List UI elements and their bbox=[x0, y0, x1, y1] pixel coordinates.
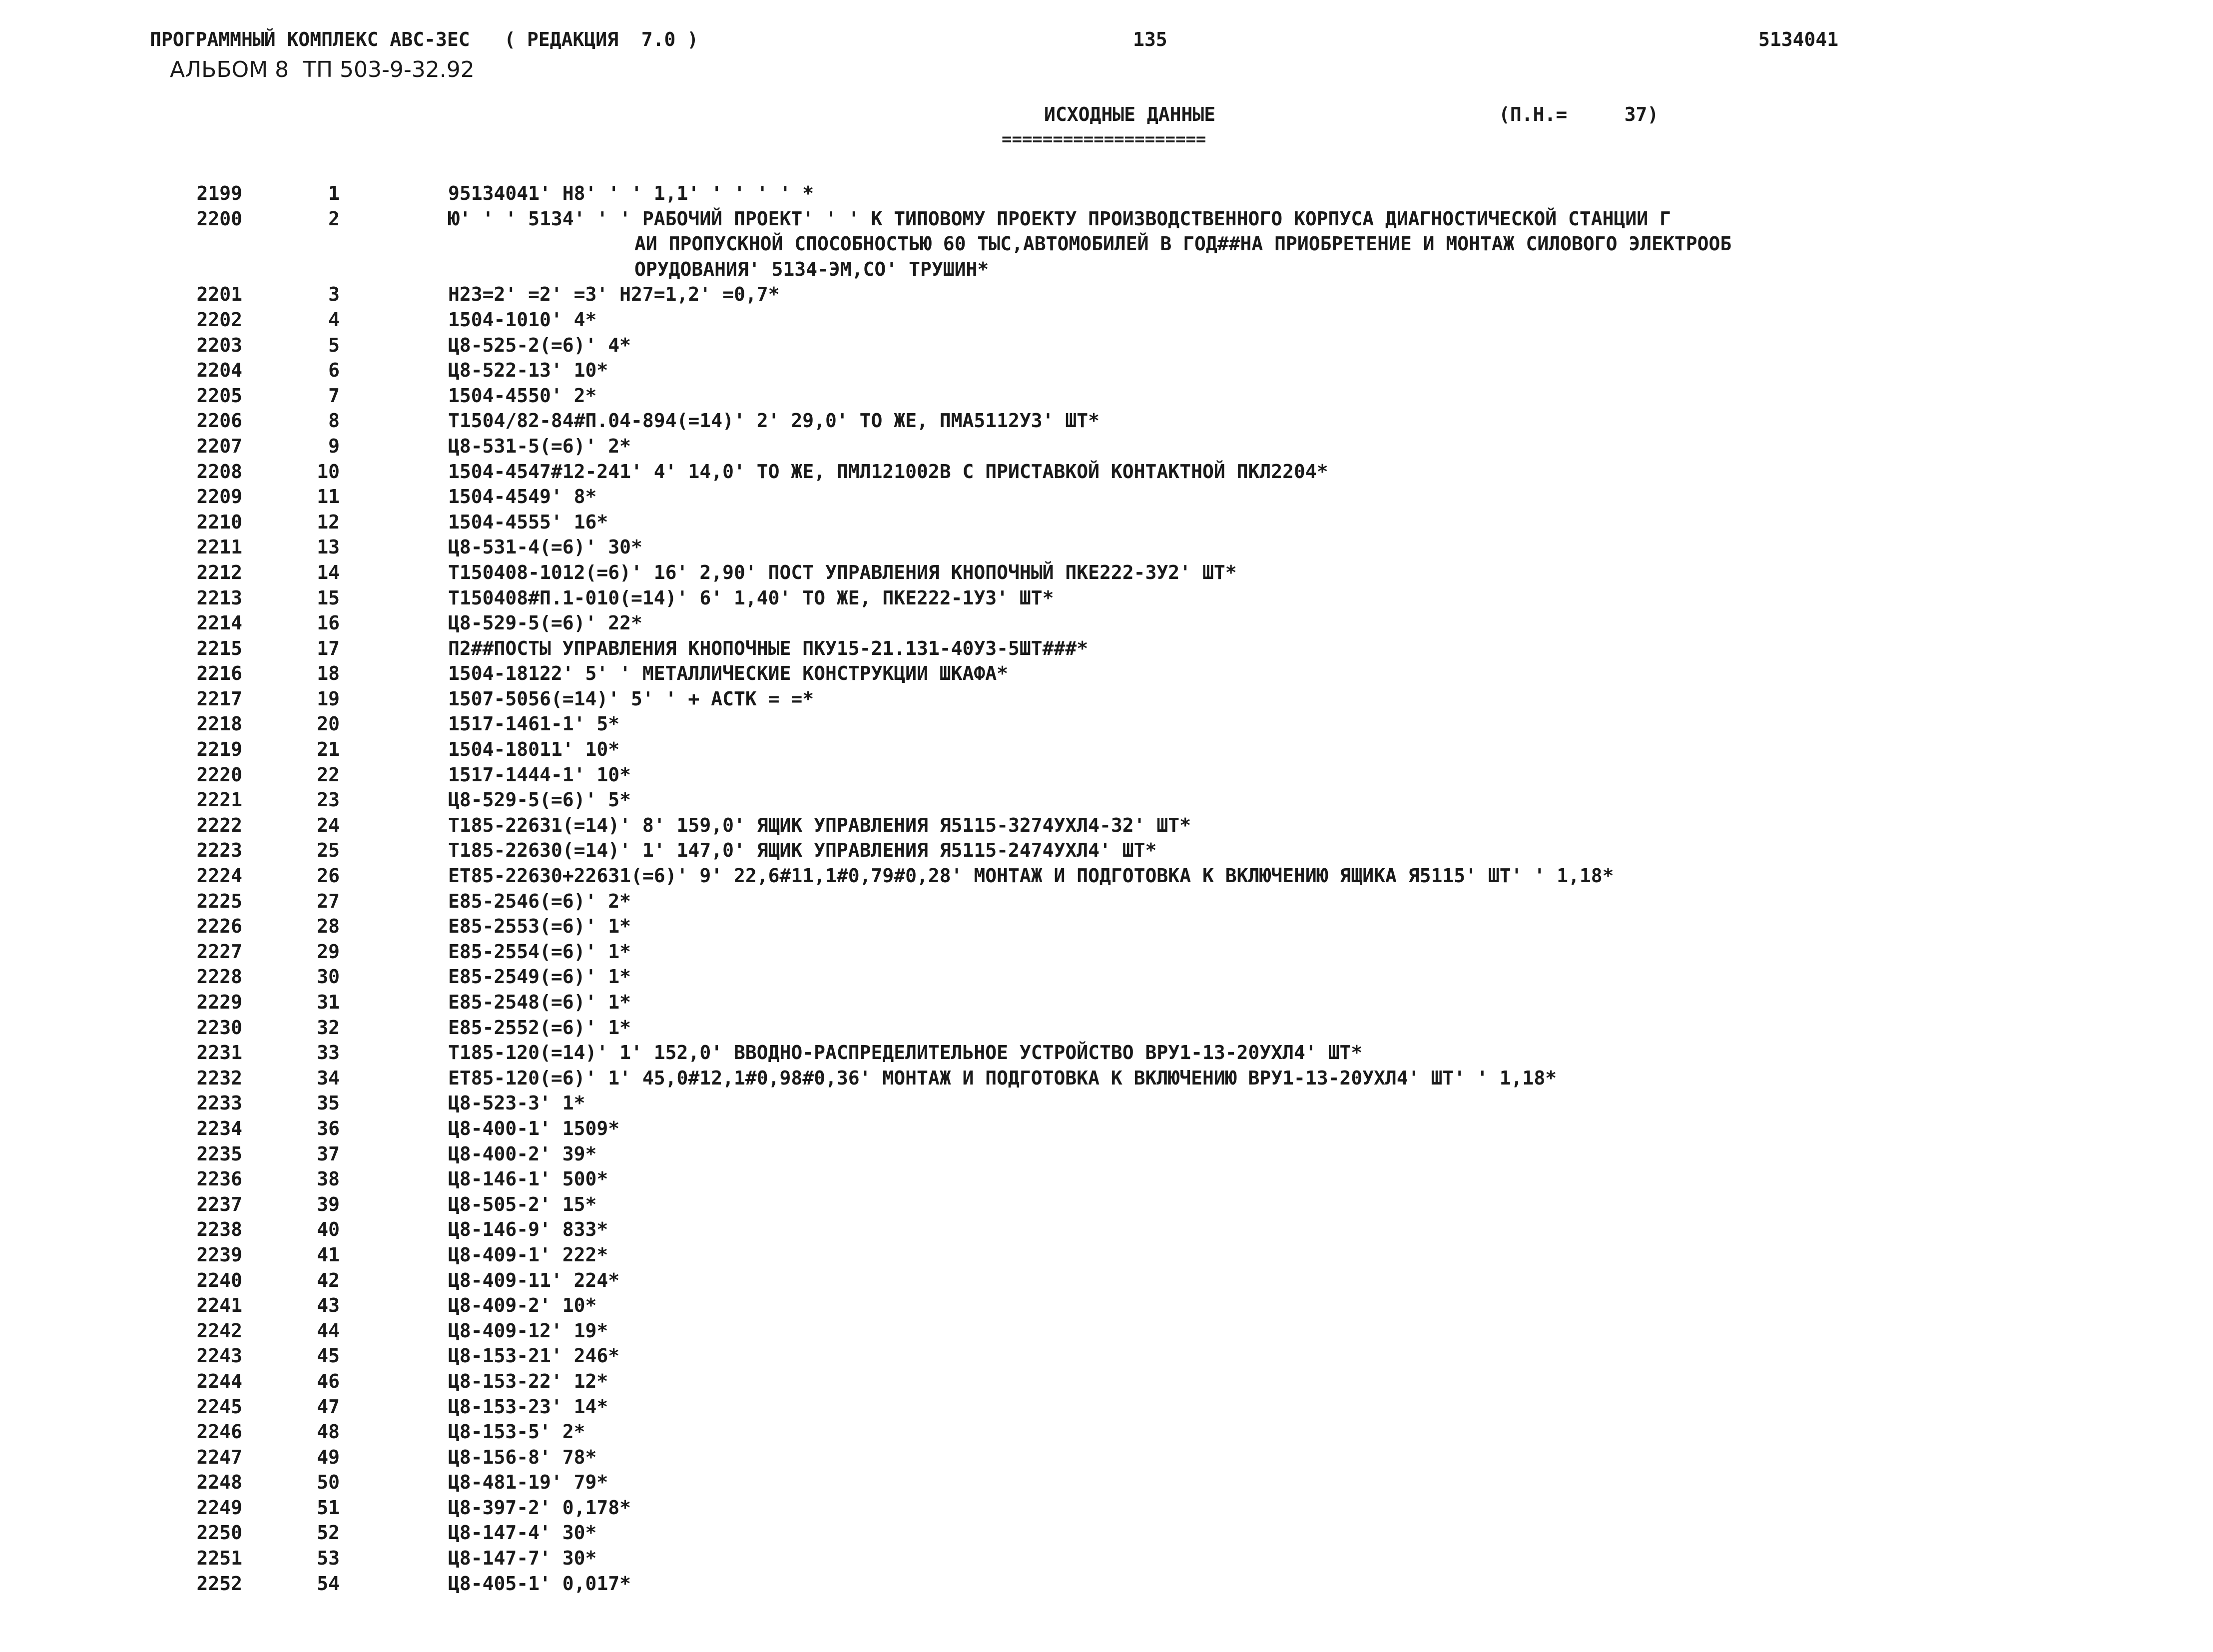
record-text: Ц8-522-13' 10* bbox=[448, 359, 608, 382]
record-text: Ц8-400-1' 1509* bbox=[448, 1117, 620, 1139]
record-text: Ц8-156-8' 78* bbox=[448, 1446, 597, 1468]
listing-row bbox=[0, 863, 2213, 889]
line-number: 2236 bbox=[196, 1168, 242, 1190]
sequence-number: 6 bbox=[328, 359, 340, 382]
line-number: 2214 bbox=[196, 612, 242, 634]
listing-row bbox=[0, 1015, 2213, 1041]
listing-row bbox=[0, 610, 2213, 636]
listing-row bbox=[0, 939, 2213, 965]
line-number: 2226 bbox=[196, 915, 242, 938]
sequence-number: 49 bbox=[317, 1446, 340, 1468]
line-number: 2229 bbox=[196, 991, 242, 1014]
record-text: Ц8-409-11' 224* bbox=[448, 1269, 620, 1291]
sequence-number: 43 bbox=[317, 1294, 340, 1317]
sequence-number: 3 bbox=[328, 283, 340, 306]
listing-row bbox=[0, 762, 2213, 788]
sequence-number: 53 bbox=[317, 1547, 340, 1570]
sequence-number: 36 bbox=[317, 1117, 340, 1139]
record-text-continuation: ОРУДОВАНИЯ' 5134-ЭМ,СО' ТРУШИН* bbox=[634, 258, 989, 280]
line-number: 2218 bbox=[196, 713, 242, 735]
sequence-number: 19 bbox=[317, 687, 340, 710]
record-text: П2##ПОСТЫ УПРАВЛЕНИЯ КНОПОЧНЫЕ ПКУ15-21.131-40У3-5ШТ###* bbox=[448, 637, 1089, 659]
listing-row bbox=[0, 1495, 2213, 1521]
line-number: 2213 bbox=[196, 586, 242, 609]
listing-row bbox=[0, 459, 2213, 485]
record-text: Т150408-1012(=6)' 16' 2,90' ПОСТ УПРАВЛЕНИЯ КНОПОЧНЫЙ ПКЕ222-3У2' ШТ* bbox=[448, 561, 1237, 583]
record-text: Т185-22631(=14)' 8' 159,0' ЯЩИК УПРАВЛЕНИЯ Я5115-3274УХЛ4-32' ШТ* bbox=[448, 814, 1191, 836]
line-number: 2251 bbox=[196, 1547, 242, 1570]
listing-row bbox=[0, 1445, 2213, 1470]
listing-row bbox=[0, 1571, 2213, 1597]
listing-row bbox=[0, 358, 2213, 383]
listing-row bbox=[0, 636, 2213, 661]
record-text: ЕТ85-120(=6)' 1' 45,0#12,1#0,98#0,36' МОНТАЖ И ПОДГОТОВКА К ВКЛЮЧЕНИЮ ВРУ1-13-20УХЛ4' ШТ' ' 1,18* bbox=[448, 1067, 1557, 1089]
listing-row bbox=[0, 838, 2213, 863]
sequence-number: 38 bbox=[317, 1168, 340, 1190]
sequence-number: 45 bbox=[317, 1345, 340, 1367]
listing-row bbox=[0, 661, 2213, 686]
sequence-number: 21 bbox=[317, 738, 340, 761]
line-number: 2228 bbox=[196, 966, 242, 988]
sequence-number: 28 bbox=[317, 915, 340, 938]
record-text: Е85-2546(=6)' 2* bbox=[448, 890, 631, 912]
record-text: Ц8-146-1' 500* bbox=[448, 1168, 608, 1190]
record-text: 1504-4550' 2* bbox=[448, 384, 597, 407]
sequence-number: 13 bbox=[317, 536, 340, 558]
listing-row bbox=[0, 1116, 2213, 1141]
line-number: 2205 bbox=[196, 384, 242, 407]
listing-row bbox=[0, 206, 2213, 282]
record-text: 1504-18011' 10* bbox=[448, 738, 620, 761]
line-number: 2224 bbox=[196, 865, 242, 887]
listing-row bbox=[0, 1192, 2213, 1217]
listing-row bbox=[0, 813, 2213, 838]
line-number: 2248 bbox=[196, 1471, 242, 1494]
page-number: 135 bbox=[1133, 28, 1167, 50]
record-text: Т150408#П.1-010(=14)' 6' 1,40' ТО ЖЕ, ПКЕ222-1У3' ШТ* bbox=[448, 586, 1054, 609]
record-text: 1504-4547#12-241' 4' 14,0' ТО ЖЕ, ПМЛ121002В С ПРИСТАВКОЙ КОНТАКТНОЙ ПКЛ2204* bbox=[448, 460, 1328, 483]
line-number: 2249 bbox=[196, 1496, 242, 1519]
line-number: 2219 bbox=[196, 738, 242, 761]
listing-row bbox=[0, 333, 2213, 358]
record-text: Н23=2' =2' =3' Н27=1,2' =0,7* bbox=[448, 283, 780, 306]
line-number: 2217 bbox=[196, 687, 242, 710]
record-text: Т1504/82-84#П.04-894(=14)' 2' 29,0' ТО ЖЕ, ПМА5112У3' ШТ* bbox=[448, 410, 1100, 432]
line-number: 2230 bbox=[196, 1016, 242, 1039]
line-number: 2242 bbox=[196, 1319, 242, 1342]
pn-label: (П.Н.= 37) bbox=[1499, 103, 1659, 125]
listing-row bbox=[0, 1268, 2213, 1293]
sequence-number: 9 bbox=[328, 435, 340, 457]
sequence-number: 23 bbox=[317, 789, 340, 811]
sequence-number: 34 bbox=[317, 1067, 340, 1089]
line-number: 2223 bbox=[196, 839, 242, 862]
record-text: Ц8-409-2' 10* bbox=[448, 1294, 597, 1317]
sequence-number: 47 bbox=[317, 1395, 340, 1418]
line-number: 2244 bbox=[196, 1370, 242, 1392]
sequence-number: 51 bbox=[317, 1496, 340, 1519]
sequence-number: 41 bbox=[317, 1243, 340, 1266]
record-text: Ц8-146-9' 833* bbox=[448, 1218, 608, 1241]
page-title: ИСХОДНЫЕ ДАННЫЕ bbox=[1044, 103, 1216, 125]
program-header: ПРОГРАММНЫЙ КОМПЛЕКС АВС-3ЕС ( РЕДАКЦИЯ 7.0 ) bbox=[150, 28, 699, 50]
listing-row bbox=[0, 737, 2213, 762]
record-text: Ц8-529-5(=6)' 5* bbox=[448, 789, 631, 811]
line-number: 2239 bbox=[196, 1243, 242, 1266]
line-number: 2234 bbox=[196, 1117, 242, 1139]
sequence-number: 30 bbox=[317, 966, 340, 988]
listing-row bbox=[0, 1141, 2213, 1167]
listing-row bbox=[0, 560, 2213, 585]
record-text: 1507-5056(=14)' 5' ' + АСТК = =* bbox=[448, 687, 814, 710]
listing-row bbox=[0, 1394, 2213, 1420]
sequence-number: 39 bbox=[317, 1193, 340, 1215]
record-text: 1504-4555' 16* bbox=[448, 511, 608, 533]
line-number: 2221 bbox=[196, 789, 242, 811]
line-number: 2246 bbox=[196, 1421, 242, 1443]
document-code: 5134041 bbox=[1758, 28, 1839, 50]
record-text: Е85-2554(=6)' 1* bbox=[448, 940, 631, 963]
listing-row bbox=[0, 1217, 2213, 1242]
record-text: Ц8-153-21' 246* bbox=[448, 1345, 620, 1367]
sequence-number: 26 bbox=[317, 865, 340, 887]
line-number: 2208 bbox=[196, 460, 242, 483]
record-text: Е85-2548(=6)' 1* bbox=[448, 991, 631, 1014]
sequence-number: 2 bbox=[328, 207, 340, 230]
line-number: 2238 bbox=[196, 1218, 242, 1241]
sequence-number: 40 bbox=[317, 1218, 340, 1241]
listing-row bbox=[0, 282, 2213, 307]
sequence-number: 15 bbox=[317, 586, 340, 609]
listing-row bbox=[0, 1470, 2213, 1495]
line-number: 2237 bbox=[196, 1193, 242, 1215]
line-number: 2232 bbox=[196, 1067, 242, 1089]
sequence-number: 10 bbox=[317, 460, 340, 483]
sequence-number: 18 bbox=[317, 662, 340, 685]
listing-row bbox=[0, 181, 2213, 206]
line-number: 2201 bbox=[196, 283, 242, 306]
listing-row bbox=[0, 1166, 2213, 1192]
listing-row bbox=[0, 964, 2213, 990]
listing-row bbox=[0, 686, 2213, 712]
record-text: Ц8-153-23' 14* bbox=[448, 1395, 608, 1418]
listing-row bbox=[0, 1343, 2213, 1369]
record-text: Ю' ' ' 5134' ' ' РАБОЧИЙ ПРОЕКТ' ' ' К ТИПОВОМУ ПРОЕКТУ ПРОИЗВОДСТВЕННОГО КОРПУСА ДИАГНОСТИЧЕСКОЙ СТАНЦИИ Г bbox=[448, 207, 1671, 230]
record-text: 95134041' Н8' ' ' 1,1' ' ' ' ' * bbox=[448, 182, 814, 204]
sequence-number: 24 bbox=[317, 814, 340, 836]
record-text: Ц8-153-5' 2* bbox=[448, 1421, 585, 1443]
sequence-number: 12 bbox=[317, 511, 340, 533]
sequence-number: 20 bbox=[317, 713, 340, 735]
record-text: Ц8-405-1' 0,017* bbox=[448, 1572, 631, 1595]
record-text: Т185-22630(=14)' 1' 147,0' ЯЩИК УПРАВЛЕНИЯ Я5115-2474УХЛ4' ШТ* bbox=[448, 839, 1157, 862]
line-number: 2225 bbox=[196, 890, 242, 912]
line-number: 2220 bbox=[196, 763, 242, 786]
sequence-number: 1 bbox=[328, 182, 340, 204]
listing-row bbox=[0, 585, 2213, 611]
listing-row bbox=[0, 1419, 2213, 1445]
sequence-number: 11 bbox=[317, 486, 340, 508]
record-text: Ц8-409-12' 19* bbox=[448, 1319, 608, 1342]
record-text: Ц8-531-4(=6)' 30* bbox=[448, 536, 642, 558]
sequence-number: 50 bbox=[317, 1471, 340, 1494]
listing-row bbox=[0, 1293, 2213, 1318]
record-text: 1517-1444-1' 10* bbox=[448, 763, 631, 786]
listing-row bbox=[0, 510, 2213, 535]
sequence-number: 52 bbox=[317, 1522, 340, 1544]
sequence-number: 8 bbox=[328, 410, 340, 432]
sequence-number: 5 bbox=[328, 334, 340, 356]
line-number: 2212 bbox=[196, 561, 242, 583]
line-number: 2231 bbox=[196, 1042, 242, 1064]
record-text: Ц8-525-2(=6)' 4* bbox=[448, 334, 631, 356]
line-number: 2227 bbox=[196, 940, 242, 963]
record-text: Ц8-147-7' 30* bbox=[448, 1547, 597, 1570]
record-text: Ц8-409-1' 222* bbox=[448, 1243, 608, 1266]
sequence-number: 37 bbox=[317, 1142, 340, 1165]
listing-row bbox=[0, 889, 2213, 914]
line-number: 2250 bbox=[196, 1522, 242, 1544]
record-text: Ц8-153-22' 12* bbox=[448, 1370, 608, 1392]
sequence-number: 48 bbox=[317, 1421, 340, 1443]
line-number: 2209 bbox=[196, 486, 242, 508]
listing-row bbox=[0, 408, 2213, 434]
sequence-number: 29 bbox=[317, 940, 340, 963]
line-number: 2202 bbox=[196, 308, 242, 331]
listing-row bbox=[0, 990, 2213, 1015]
sequence-number: 22 bbox=[317, 763, 340, 786]
line-number: 2204 bbox=[196, 359, 242, 382]
line-number: 2245 bbox=[196, 1395, 242, 1418]
record-text: Е85-2549(=6)' 1* bbox=[448, 966, 631, 988]
album-handwritten-note: АЛЬБОМ 8 ТП 503-9-32.92 bbox=[170, 57, 475, 82]
record-text: Е85-2553(=6)' 1* bbox=[448, 915, 631, 938]
line-number: 2206 bbox=[196, 410, 242, 432]
listing-row bbox=[0, 914, 2213, 939]
record-text: Ц8-505-2' 15* bbox=[448, 1193, 597, 1215]
sequence-number: 17 bbox=[317, 637, 340, 659]
sequence-number: 32 bbox=[317, 1016, 340, 1039]
listing-row bbox=[0, 1242, 2213, 1268]
listing-row bbox=[0, 434, 2213, 459]
sequence-number: 4 bbox=[328, 308, 340, 331]
listing-row bbox=[0, 1091, 2213, 1116]
record-text: Ц8-400-2' 39* bbox=[448, 1142, 597, 1165]
line-number: 2200 bbox=[196, 207, 242, 230]
sequence-number: 7 bbox=[328, 384, 340, 407]
listing-row bbox=[0, 1546, 2213, 1571]
line-number: 2207 bbox=[196, 435, 242, 457]
listing-body bbox=[0, 181, 2213, 1596]
line-number: 2211 bbox=[196, 536, 242, 558]
sequence-number: 27 bbox=[317, 890, 340, 912]
record-text: 1504-1010' 4* bbox=[448, 308, 597, 331]
line-number: 2222 bbox=[196, 814, 242, 836]
listing-row bbox=[0, 383, 2213, 409]
record-text: ЕТ85-22630+22631(=6)' 9' 22,6#11,1#0,79#0,28' МОНТАЖ И ПОДГОТОВКА К ВКЛЮЧЕНИЮ ЯЩИКА Я5115' ШТ' ' 1,18* bbox=[448, 865, 1614, 887]
sequence-number: 44 bbox=[317, 1319, 340, 1342]
line-number: 2240 bbox=[196, 1269, 242, 1291]
record-text: Ц8-481-19' 79* bbox=[448, 1471, 608, 1494]
listing-row bbox=[0, 1318, 2213, 1344]
record-text-continuation: АИ ПРОПУСКНОЙ СПОСОБНОСТЬЮ 60 ТЫС,АВТОМОБИЛЕЙ В ГОД##НА ПРИОБРЕТЕНИЕ И МОНТАЖ СИЛОВОГО ЭЛЕКТРООБ bbox=[634, 233, 1732, 255]
sequence-number: 46 bbox=[317, 1370, 340, 1392]
sequence-number: 35 bbox=[317, 1092, 340, 1114]
line-number: 2247 bbox=[196, 1446, 242, 1468]
record-text: 1504-4549' 8* bbox=[448, 486, 597, 508]
sequence-number: 25 bbox=[317, 839, 340, 862]
record-text: Ц8-523-3' 1* bbox=[448, 1092, 585, 1114]
record-text: 1517-1461-1' 5* bbox=[448, 713, 620, 735]
title-underline: ==================== bbox=[1002, 129, 1206, 149]
listing-row bbox=[0, 787, 2213, 813]
line-number: 2233 bbox=[196, 1092, 242, 1114]
line-number: 2203 bbox=[196, 334, 242, 356]
listing-row bbox=[0, 711, 2213, 737]
listing-row bbox=[0, 1066, 2213, 1091]
sequence-number: 31 bbox=[317, 991, 340, 1014]
record-text: Т185-120(=14)' 1' 152,0' ВВОДНО-РАСПРЕДЕЛИТЕЛЬНОЕ УСТРОЙСТВО ВРУ1-13-20УХЛ4' ШТ* bbox=[448, 1042, 1363, 1064]
line-number: 2241 bbox=[196, 1294, 242, 1317]
listing-row bbox=[0, 484, 2213, 510]
line-number: 2216 bbox=[196, 662, 242, 685]
record-text: 1504-18122' 5' ' МЕТАЛЛИЧЕСКИЕ КОНСТРУКЦИИ ШКАФА* bbox=[448, 662, 1009, 685]
listing-row bbox=[0, 307, 2213, 333]
sequence-number: 16 bbox=[317, 612, 340, 634]
listing-row bbox=[0, 1520, 2213, 1546]
line-number: 2199 bbox=[196, 182, 242, 204]
line-number: 2252 bbox=[196, 1572, 242, 1595]
record-text: Ц8-531-5(=6)' 2* bbox=[448, 435, 631, 457]
sequence-number: 14 bbox=[317, 561, 340, 583]
line-number: 2243 bbox=[196, 1345, 242, 1367]
listing-row bbox=[0, 1369, 2213, 1394]
line-number: 2215 bbox=[196, 637, 242, 659]
record-text: Ц8-529-5(=6)' 22* bbox=[448, 612, 642, 634]
listing-row bbox=[0, 1040, 2213, 1066]
record-text: Е85-2552(=6)' 1* bbox=[448, 1016, 631, 1039]
line-number: 2235 bbox=[196, 1142, 242, 1165]
record-text: Ц8-397-2' 0,178* bbox=[448, 1496, 631, 1519]
sequence-number: 33 bbox=[317, 1042, 340, 1064]
sequence-number: 42 bbox=[317, 1269, 340, 1291]
sequence-number: 54 bbox=[317, 1572, 340, 1595]
line-number: 2210 bbox=[196, 511, 242, 533]
listing-row bbox=[0, 535, 2213, 560]
record-text: Ц8-147-4' 30* bbox=[448, 1522, 597, 1544]
